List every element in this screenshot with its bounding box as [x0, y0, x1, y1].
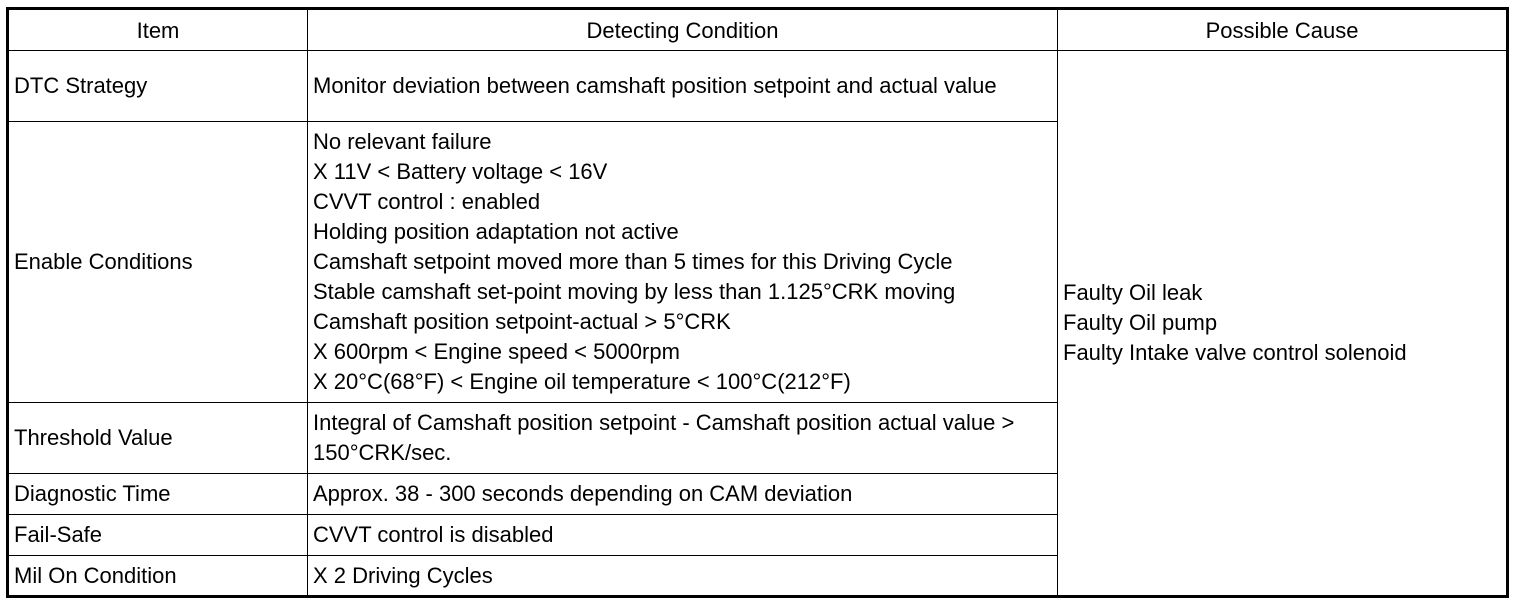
- row-condition-threshold-value: [308, 403, 1058, 474]
- row-condition-enable-conditions: [308, 122, 1058, 403]
- condition-line: Integral of Camshaft position setpoint - Camshaft position actual value > 150°CRK/sec.: [313, 410, 1015, 465]
- condition-line: Camshaft setpoint moved more than 5 times for this Driving Cycle: [313, 249, 953, 274]
- row-item-diagnostic-time: Diagnostic Time: [8, 474, 308, 515]
- row-condition-diagnostic-time: [308, 474, 1058, 515]
- row-item-mil-on-condition: Mil On Condition: [8, 556, 308, 597]
- possible-cause-cell: [1058, 51, 1508, 597]
- condition-line: X 11V < Battery voltage < 16V: [313, 159, 608, 184]
- condition-line: Holding position adaptation not active: [313, 219, 679, 244]
- row-condition-fail-safe: [308, 515, 1058, 556]
- condition-line: X 2 Driving Cycles: [313, 562, 493, 588]
- condition-line: Monitor deviation between camshaft position setpoint and actual value: [313, 73, 997, 98]
- row-item-enable-conditions: Enable Conditions: [8, 122, 308, 403]
- dtc-table: [6, 7, 1509, 598]
- condition-line: No relevant failure: [313, 129, 492, 154]
- row-item-fail-safe: Fail-Safe: [8, 515, 308, 556]
- condition-line: X 20°C(68°F) < Engine oil temperature < 100°C(212°F): [313, 369, 851, 394]
- header-possible-cause: Possible Cause: [1058, 9, 1508, 51]
- possible-cause-line: Faulty Oil pump: [1063, 310, 1218, 335]
- table-row: [8, 51, 1508, 122]
- row-item-dtc-strategy: DTC Strategy: [8, 51, 308, 122]
- condition-line: Stable camshaft set-point moving by less than 1.125°CRK moving: [313, 279, 956, 304]
- header-item: Item: [8, 9, 308, 51]
- row-item-threshold-value: Threshold Value: [8, 403, 308, 474]
- row-condition-mil-on-condition: [308, 556, 1058, 597]
- header-detecting-condition: Detecting Condition: [308, 9, 1058, 51]
- condition-line: CVVT control is disabled: [313, 522, 554, 547]
- row-condition-dtc-strategy: [308, 51, 1058, 122]
- header-row: [8, 9, 1508, 51]
- condition-line: Approx. 38 - 300 seconds depending on CAM deviation: [313, 481, 853, 506]
- condition-line: X 600rpm < Engine speed < 5000rpm: [313, 339, 680, 364]
- condition-line: Camshaft position setpoint-actual > 5°CRK: [313, 309, 731, 334]
- possible-cause-line: Faulty Intake valve control solenoid: [1063, 340, 1407, 365]
- possible-cause-line: Faulty Oil leak: [1063, 280, 1203, 305]
- condition-line: CVVT control : enabled: [313, 189, 541, 214]
